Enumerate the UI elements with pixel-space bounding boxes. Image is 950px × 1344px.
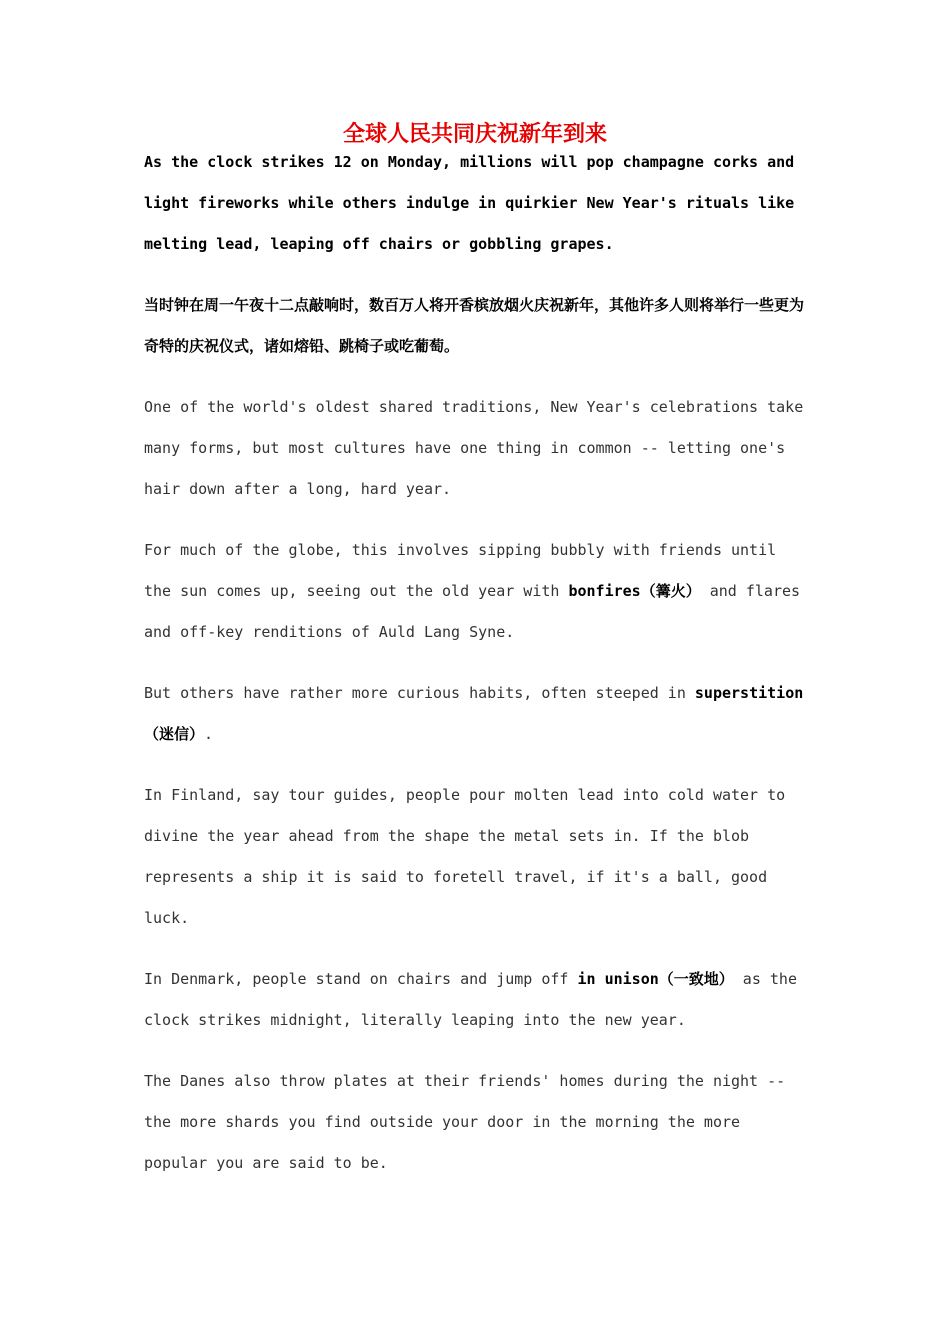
paragraph-7 [144, 959, 806, 1041]
page-title: 全球人民共同庆祝新年到来 [342, 122, 607, 147]
paragraph-8: The Danes also throw plates at their friends' homes during the night -- the more shards you find outside your door in the morning the more popular you are said to be. [144, 1072, 786, 1172]
article-body [144, 142, 806, 1204]
paragraph-5-text-after: . [204, 725, 214, 743]
vocab-bonfires: bonfires（篝火） [568, 582, 701, 600]
paragraph-6: In Finland, say tour guides, people pour molten lead into cold water to divine the year ahead from the shape the metal sets in. If the blob represents a ship it is said to foretell travel, if it's a ball, good luck. [144, 786, 786, 927]
paragraph-7-text-before: In Denmark, people stand on chairs and jump off [144, 970, 578, 988]
paragraph-2-chinese: 当时钟在周一午夜十二点敲响时，数百万人将开香槟放烟火庆祝新年，其他许多人则将举行一些更为奇特的庆祝仪式，诸如熔铅、跳椅子或吃葡萄。 [144, 296, 805, 355]
paragraph-4 [144, 530, 806, 653]
paragraph-5-text-before: But others have rather more curious habits, often steeped in [144, 684, 695, 702]
vocab-superstition: superstition（迷信） [144, 684, 804, 743]
vocab-in-unison: in unison（一致地） [577, 970, 734, 988]
paragraph-4-text-after: and flares and off-key renditions of Auld Lang Syne. [144, 582, 801, 641]
paragraph-1: As the clock strikes 12 on Monday, millions will pop champagne corks and light fireworks while others indulge in quirkier New Year's rituals like melting lead, leaping off chairs or gobbling grapes. [144, 153, 795, 253]
paragraph-7-text-after: as the clock strikes midnight, literally leaping into the new year. [144, 970, 797, 1029]
paragraph-3: One of the world's oldest shared traditions, New Year's celebrations take many forms, but most cultures have one thing in common -- letting one's hair down after a long, hard year. [144, 398, 804, 498]
paragraph-5 [144, 673, 806, 755]
paragraph-4-text-before: For much of the globe, this involves sipping bubbly with friends until the sun comes up, seeing out the old year with [144, 541, 777, 600]
